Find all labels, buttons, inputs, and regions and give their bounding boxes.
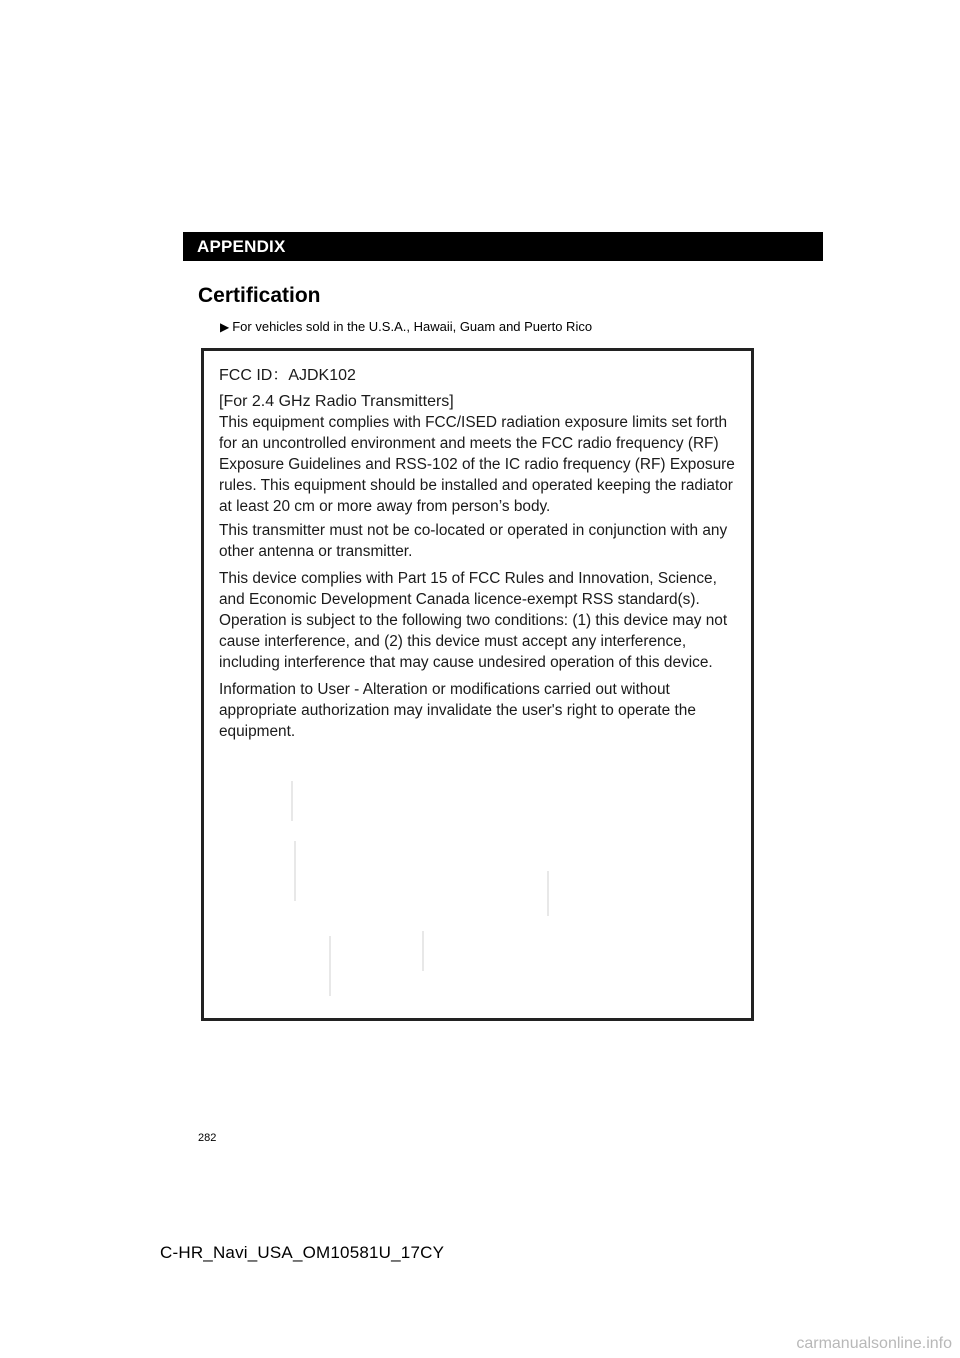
scan-artifact [291,781,293,821]
scan-artifact [547,871,549,916]
certification-label-image [201,348,754,1021]
scan-artifact [422,931,424,971]
certification-label-text [219,365,744,742]
vehicle-region-note [220,318,592,336]
user-information-paragraph: Information to User - Alteration or modifications carried out without appropriate authorization may invalidate the user's right to operate the equipment. [219,681,696,740]
page-title: Certification [198,284,321,307]
scan-artifact [329,936,331,996]
rf-exposure-paragraph: This equipment complies with FCC/ISED radiation exposure limits set forth for an uncontrolled environment and meets the FCC radio frequency (RF) Exposure Guidelines and RSS-102 of the IC radio frequency (RF) Exposure rules. This equipment should be installed and operated keeping the radiator at least 20 cm or more away from person’s body. [219,414,735,515]
triangle-right-icon: ▶ [220,320,230,334]
part15-compliance-paragraph: This device complies with Part 15 of FCC Rules and Innovation, Science, and Economic Development Canada licence-exempt RSS standard(s). Operation is subject to the following two conditions: (1) this device may not cause interference, and (2) this device must accept any interference, including interference that may cause undesired operation of this device. [219,570,728,671]
section-header-bar [183,232,823,261]
document-code: C-HR_Navi_USA_OM10581U_17CY [160,1243,445,1262]
fcc-id: FCC ID：AJDK102 [219,367,356,384]
page-number: 282 [198,1132,217,1144]
colocation-paragraph: This transmitter must not be co-located or operated in conjunction with any other antenna or transmitter. [219,522,728,560]
vehicle-region-text: For vehicles sold in the U.S.A., Hawaii, Guam and Puerto Rico [232,319,593,334]
radio-transmitter-heading: [For 2.4 GHz Radio Transmitters] [219,393,454,410]
watermark: carmanualsonline.info [796,1335,952,1352]
scan-artifact [294,841,296,901]
section-title: APPENDIX [197,237,286,256]
